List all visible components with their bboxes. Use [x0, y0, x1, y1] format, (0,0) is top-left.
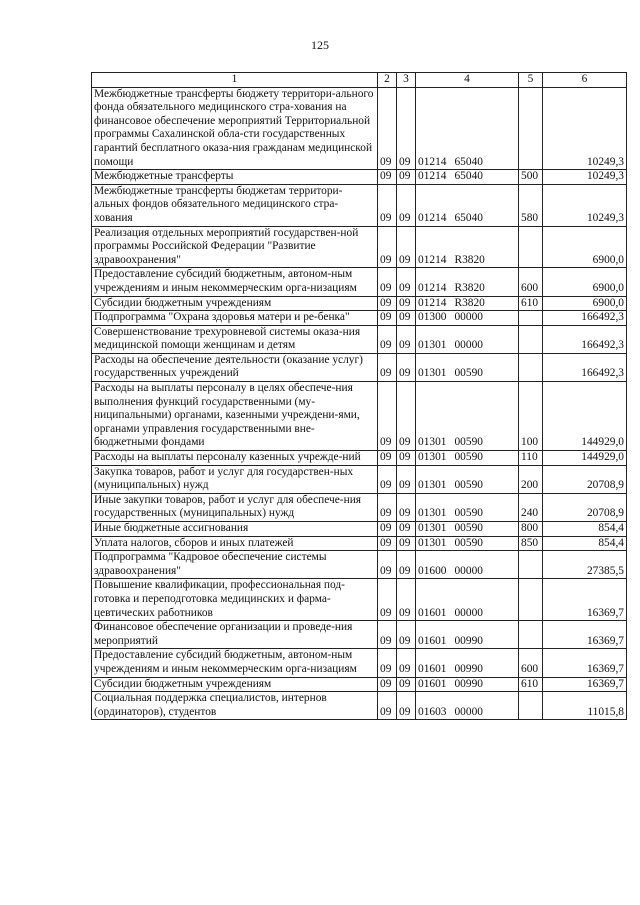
table-row [92, 87, 627, 170]
table-row [92, 579, 627, 621]
row-direction-code: 00590 [454, 522, 483, 534]
row-target-article [416, 451, 519, 466]
row-section: 09 [378, 692, 397, 720]
row-amount: 166492,3 [543, 311, 627, 326]
table-body [92, 87, 627, 720]
row-program-code: 01301 [418, 479, 447, 492]
table-row [92, 353, 627, 381]
row-section: 09 [378, 451, 397, 466]
row-name: Уплата налогов, сборов и иных платежей [92, 536, 378, 551]
row-direction-code: 00590 [454, 451, 483, 464]
row-expense-type: 240 [519, 493, 543, 521]
row-subsection: 09 [397, 579, 416, 621]
table-row [92, 382, 627, 451]
row-expense-type: 500 [519, 170, 543, 185]
row-expense-type: 800 [519, 522, 543, 537]
row-name: Межбюджетные трансферты бюджету территори-ального фонда обязательного медицинского стра-хования на финансовое обеспечение мероприятий Территориальной программы Сахалинской обла-сти государственных гарантий бесплатного оказа-ния гражданам медицинской помощи [92, 87, 378, 170]
row-direction-code: 00590 [454, 436, 483, 449]
row-program-code: 01600 [418, 564, 447, 577]
row-expense-type [519, 551, 543, 579]
row-name: Расходы на выплаты персоналу в целях обеспече-ния выполнения функций государственными (му-ниципальными) органами, казенными учреждени-ями, органами управления государственными вне-бюджетными фондами [92, 382, 378, 451]
row-section: 09 [378, 226, 397, 268]
row-section: 09 [378, 649, 397, 677]
row-direction-code: 00990 [454, 662, 483, 675]
row-amount: 144929,0 [543, 451, 627, 466]
row-direction-code: 00990 [454, 634, 483, 647]
row-section: 09 [378, 268, 397, 296]
row-expense-type: 610 [519, 677, 543, 692]
row-amount: 16369,7 [543, 621, 627, 649]
row-program-code: 01603 [418, 705, 447, 718]
row-program-code: 01301 [418, 339, 447, 352]
row-target-article [416, 87, 519, 170]
row-target-article [416, 311, 519, 326]
row-target-article [416, 692, 519, 720]
row-section: 09 [378, 87, 397, 170]
row-target-article [416, 551, 519, 579]
row-subsection: 09 [397, 170, 416, 185]
row-program-code: 01301 [418, 367, 447, 380]
row-direction-code: 00990 [454, 677, 483, 690]
row-program-code: 01300 [418, 311, 447, 324]
row-amount: 16369,7 [543, 579, 627, 621]
row-name: Межбюджетные трансферты [92, 170, 378, 185]
row-name: Социальная поддержка специалистов, интернов (ординаторов), студентов [92, 692, 378, 720]
row-subsection: 09 [397, 451, 416, 466]
header-col-3: 3 [397, 73, 416, 88]
header-col-1: 1 [92, 73, 378, 88]
row-program-code: 01214 [418, 296, 447, 309]
row-section: 09 [378, 296, 397, 311]
row-target-article [416, 465, 519, 493]
row-name: Повышение квалификации, профессиональная под-готовка и переподготовка медицинских и фарма-цевтических работников [92, 579, 378, 621]
table-row [92, 551, 627, 579]
row-amount: 27385,5 [543, 551, 627, 579]
row-direction-code: 00590 [454, 367, 483, 380]
table-row [92, 536, 627, 551]
page-number: 125 [311, 38, 329, 52]
table-row [92, 493, 627, 521]
row-direction-code: 00590 [454, 507, 483, 520]
row-expense-type: 600 [519, 649, 543, 677]
row-name: Предоставление субсидий бюджетным, автоном-ным учреждениям и иным некоммерческим орга-низациям [92, 649, 378, 677]
row-name: Подпрограмма "Кадровое обеспечение системы здравоохранения" [92, 551, 378, 579]
row-target-article [416, 621, 519, 649]
row-expense-type: 610 [519, 296, 543, 311]
row-target-article [416, 226, 519, 268]
row-section: 09 [378, 551, 397, 579]
row-amount: 6900,0 [543, 226, 627, 268]
row-amount: 10249,3 [543, 170, 627, 185]
row-amount: 10249,3 [543, 184, 627, 226]
row-amount: 11015,8 [543, 692, 627, 720]
row-expense-type: 850 [519, 536, 543, 551]
row-expense-type [519, 579, 543, 621]
row-expense-type [519, 226, 543, 268]
row-name: Межбюджетные трансферты бюджетам территори-альных фондов обязательного медицинского стра-хования [92, 184, 378, 226]
row-amount: 854,4 [543, 536, 627, 551]
row-section: 09 [378, 677, 397, 692]
row-target-article [416, 579, 519, 621]
row-section: 09 [378, 621, 397, 649]
row-expense-type [519, 621, 543, 649]
row-section: 09 [378, 184, 397, 226]
row-subsection: 09 [397, 353, 416, 381]
row-subsection: 09 [397, 522, 416, 537]
row-program-code: 01214 [418, 281, 447, 294]
row-section: 09 [378, 353, 397, 381]
row-direction-code: 00000 [454, 564, 483, 577]
row-program-code: 01301 [418, 507, 447, 520]
row-target-article [416, 493, 519, 521]
table-row [92, 692, 627, 720]
row-name: Закупка товаров, работ и услуг для государствен-ных (муниципальных) нужд [92, 465, 378, 493]
row-name: Реализация отдельных мероприятий государствен-ной программы Российской Федерации "Развитие здравоохранения" [92, 226, 378, 268]
row-program-code: 01214 [418, 170, 447, 183]
row-subsection: 09 [397, 465, 416, 493]
table-row [92, 465, 627, 493]
row-expense-type: 200 [519, 465, 543, 493]
row-expense-type: 100 [519, 382, 543, 451]
table-row [92, 311, 627, 326]
row-section: 09 [378, 536, 397, 551]
row-section: 09 [378, 311, 397, 326]
row-direction-code: 00000 [454, 705, 483, 718]
row-section: 09 [378, 465, 397, 493]
row-amount: 166492,3 [543, 325, 627, 353]
row-program-code: 01214 [418, 155, 447, 168]
row-program-code: 01214 [418, 253, 447, 266]
table-row [92, 677, 627, 692]
row-expense-type: 600 [519, 268, 543, 296]
row-subsection: 09 [397, 493, 416, 521]
row-name: Субсидии бюджетным учреждениям [92, 296, 378, 311]
row-expense-type: 110 [519, 451, 543, 466]
row-subsection: 09 [397, 296, 416, 311]
budget-table [91, 72, 627, 720]
row-expense-type [519, 325, 543, 353]
row-amount: 6900,0 [543, 296, 627, 311]
table-row [92, 451, 627, 466]
row-program-code: 01301 [418, 536, 447, 549]
table-row [92, 649, 627, 677]
row-expense-type [519, 87, 543, 170]
row-section: 09 [378, 522, 397, 537]
row-target-article [416, 268, 519, 296]
row-amount: 6900,0 [543, 268, 627, 296]
table-row [92, 325, 627, 353]
row-subsection: 09 [397, 692, 416, 720]
row-target-article [416, 325, 519, 353]
row-program-code: 01601 [418, 677, 447, 690]
row-target-article [416, 382, 519, 451]
row-name: Иные закупки товаров, работ и услуг для обеспече-ния государственных (муниципальных) нужд [92, 493, 378, 521]
row-direction-code: 00000 [454, 339, 483, 352]
row-expense-type [519, 692, 543, 720]
header-row [92, 73, 627, 88]
row-name: Расходы на обеспечение деятельности (оказание услуг) государственных учреждений [92, 353, 378, 381]
row-program-code: 01601 [418, 662, 447, 675]
row-subsection: 09 [397, 268, 416, 296]
row-direction-code: 65040 [454, 155, 483, 168]
header-col-6: 6 [543, 73, 627, 88]
row-name: Совершенствование трехуровневой системы оказа-ния медицинской помощи женщинам и детям [92, 325, 378, 353]
table-row [92, 621, 627, 649]
row-target-article [416, 353, 519, 381]
row-direction-code: 00590 [454, 479, 483, 492]
row-direction-code: 65040 [454, 170, 483, 183]
table-row [92, 226, 627, 268]
row-subsection: 09 [397, 382, 416, 451]
row-section: 09 [378, 579, 397, 621]
row-program-code: 01601 [418, 606, 447, 619]
header-col-4: 4 [416, 73, 519, 88]
row-direction-code: 65040 [454, 211, 483, 224]
row-subsection: 09 [397, 87, 416, 170]
row-direction-code: R3820 [454, 281, 485, 294]
table-row [92, 268, 627, 296]
row-target-article [416, 536, 519, 551]
row-expense-type [519, 311, 543, 326]
row-program-code: 01301 [418, 522, 447, 534]
header-col-2: 2 [378, 73, 397, 88]
row-amount: 16369,7 [543, 677, 627, 692]
row-amount: 144929,0 [543, 382, 627, 451]
row-subsection: 09 [397, 621, 416, 649]
row-target-article [416, 677, 519, 692]
row-program-code: 01301 [418, 436, 447, 449]
row-name: Расходы на выплаты персоналу казенных учрежде-ний [92, 451, 378, 466]
row-subsection: 09 [397, 184, 416, 226]
row-name: Подпрограмма "Охрана здоровья матери и ре-бенка" [92, 311, 378, 326]
row-target-article [416, 170, 519, 185]
row-name: Финансовое обеспечение организации и проведе-ния мероприятий [92, 621, 378, 649]
row-subsection: 09 [397, 677, 416, 692]
row-subsection: 09 [397, 536, 416, 551]
row-target-article [416, 522, 519, 537]
row-subsection: 09 [397, 226, 416, 268]
row-subsection: 09 [397, 649, 416, 677]
row-amount: 20708,9 [543, 465, 627, 493]
row-amount: 20708,9 [543, 493, 627, 521]
row-name: Предоставление субсидий бюджетным, автоном-ным учреждениям и иным некоммерческим орга-низациям [92, 268, 378, 296]
row-program-code: 01214 [418, 211, 447, 224]
table-row [92, 184, 627, 226]
table-row [92, 296, 627, 311]
row-subsection: 09 [397, 551, 416, 579]
table-row [92, 170, 627, 185]
row-target-article [416, 184, 519, 226]
row-section: 09 [378, 170, 397, 185]
row-amount: 854,4 [543, 522, 627, 537]
row-amount: 16369,7 [543, 649, 627, 677]
row-subsection: 09 [397, 311, 416, 326]
row-direction-code: 00000 [454, 311, 483, 324]
row-direction-code: 00590 [454, 536, 483, 549]
row-expense-type: 580 [519, 184, 543, 226]
row-expense-type [519, 353, 543, 381]
row-section: 09 [378, 493, 397, 521]
row-program-code: 01301 [418, 451, 447, 464]
row-direction-code: 00000 [454, 606, 483, 619]
row-section: 09 [378, 325, 397, 353]
row-subsection: 09 [397, 325, 416, 353]
row-name: Иные бюджетные ассигнования [92, 522, 378, 537]
header-col-5: 5 [519, 73, 543, 88]
row-program-code: 01601 [418, 634, 447, 647]
row-name: Субсидии бюджетным учреждениям [92, 677, 378, 692]
row-direction-code: R3820 [454, 296, 485, 309]
table-row [92, 522, 627, 537]
row-target-article [416, 296, 519, 311]
row-section: 09 [378, 382, 397, 451]
row-direction-code: R3820 [454, 253, 485, 266]
row-amount: 10249,3 [543, 87, 627, 170]
row-target-article [416, 649, 519, 677]
row-amount: 166492,3 [543, 353, 627, 381]
